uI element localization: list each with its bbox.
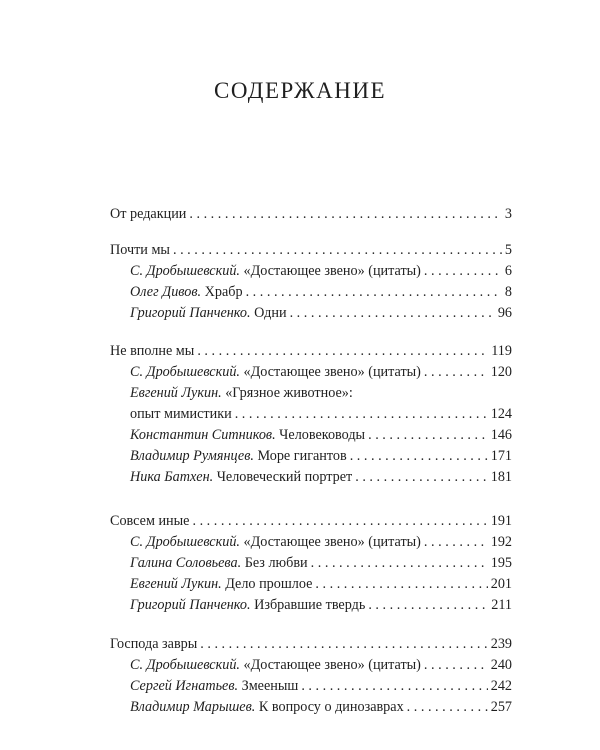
dot-leader [368,595,488,615]
toc-entry-row [130,261,512,281]
work-title: «Достающее звено» (цитаты) [243,263,421,279]
dot-leader [368,425,488,445]
page-number: 240 [490,657,512,673]
author-name: С. Дробышевский. [130,364,240,380]
author-name: Григорий Панченко. [130,597,251,613]
author-name: Евгений Лукин. [130,385,222,401]
author-name: Владимир Марышев. [130,699,256,715]
toc-entry-row [130,655,512,675]
work-title-continued: опыт мимистики [130,406,232,422]
author-name: Евгений Лукин. [130,576,222,592]
dot-leader [301,676,487,696]
dot-leader [315,574,487,594]
dot-leader [197,341,488,361]
page-number: 242 [490,678,512,694]
toc-entry-row [130,697,512,717]
work-title: Человеководы [279,427,366,443]
page-number: 239 [490,636,512,652]
dot-leader [189,204,502,224]
section-title: От редакции [110,206,187,222]
toc-section-row [110,240,512,260]
work-title: Храбр [204,284,243,300]
page-number: 8 [504,284,512,300]
work-title: Дело прошлое [225,576,313,592]
work-title: К вопросу о динозаврах [258,699,404,715]
toc-entry-row [130,467,512,487]
author-name: Григорий Панченко. [130,305,251,321]
author-name: С. Дробышевский. [130,534,240,550]
author-name: Сергей Игнатьев. [130,678,239,694]
dot-leader [424,362,488,382]
toc-entry-row [130,425,512,445]
author-name: Галина Соловьева. [130,555,242,571]
page-number: 120 [490,364,512,380]
work-title: Человеческий портрет [216,469,353,485]
page-number: 211 [491,597,512,613]
dot-leader [173,240,502,260]
dot-leader [424,261,502,281]
page-number: 5 [504,242,512,258]
work-title: Без любви [244,555,308,571]
toc-entry-row [130,404,512,424]
toc-entry-row [130,446,512,466]
dot-leader [200,634,487,654]
page-number: 257 [490,699,512,715]
page-number: 6 [504,263,512,279]
dot-leader [350,446,488,466]
page-number: 119 [491,343,512,359]
page-number: 181 [490,469,512,485]
work-title: Избравшие твердь [254,597,366,613]
toc-entry-row [130,553,512,573]
toc-entry-row-first-line [130,383,512,403]
section-title: Совсем иные [110,513,190,529]
toc-section-row [110,204,512,224]
toc-entry-row [130,282,512,302]
dot-leader [424,655,488,675]
dot-leader [424,532,488,552]
work-title: «Достающее звено» (цитаты) [243,657,421,673]
toc-entry-row [130,303,512,323]
page-number: 96 [497,305,512,321]
work-title: Море гигантов [257,448,347,464]
work-title: «Достающее звено» (цитаты) [243,364,421,380]
toc-section-row [110,511,512,531]
toc-entry-row [130,574,512,594]
page-number: 124 [490,406,512,422]
toc-entry-row [130,362,512,382]
author-name: Ника Батхен. [130,469,214,485]
author-name: Константин Ситников. [130,427,276,443]
work-title: Змееныш [241,678,299,694]
page-number: 201 [490,576,512,592]
page-number: 171 [490,448,512,464]
page-number: 3 [504,206,512,222]
section-title: Почти мы [110,242,170,258]
page-number: 195 [490,555,512,571]
work-title: «Грязное животное»: [225,385,353,401]
page-number: 191 [490,513,512,529]
section-title: Господа завры [110,636,198,652]
page-title: СОДЕРЖАНИЕ [213,78,386,103]
dot-leader [407,697,488,717]
author-name: С. Дробышевский. [130,657,240,673]
toc-entry-row [130,595,512,615]
dot-leader [355,467,488,487]
author-name: С. Дробышевский. [130,263,240,279]
dot-leader [192,511,487,531]
dot-leader [290,303,495,323]
toc-entry-row [130,676,512,696]
toc-section-row [110,341,512,361]
author-name: Олег Дивов. [130,284,202,300]
section-title: Не вполне мы [110,343,195,359]
page-number: 192 [490,534,512,550]
page-number: 146 [490,427,512,443]
author-name: Владимир Румянцев. [130,448,254,464]
work-title: «Достающее звено» (цитаты) [243,534,421,550]
dot-leader [311,553,488,573]
toc-section-row [110,634,512,654]
dot-leader [235,404,488,424]
toc-entry-row [130,532,512,552]
work-title: Одни [254,305,287,321]
dot-leader [246,282,502,302]
